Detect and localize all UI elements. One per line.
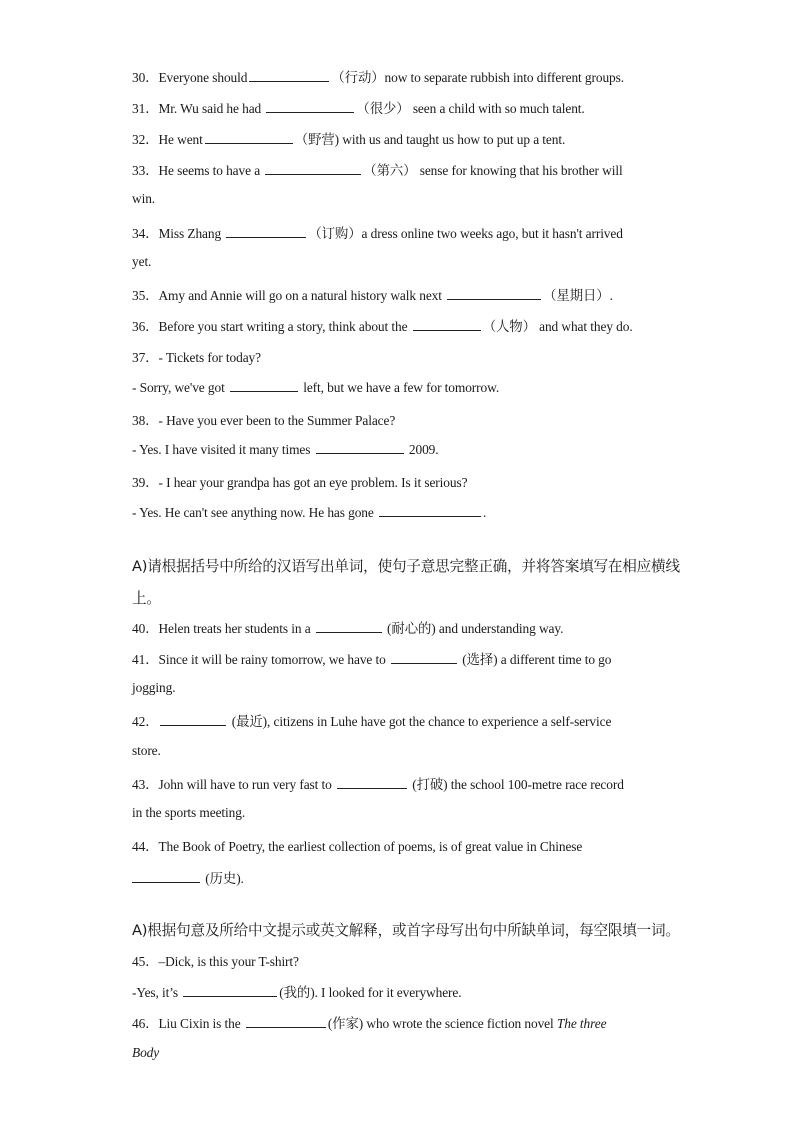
question-text: （行动）now to separate rubbish into different groups. — [331, 70, 625, 85]
question-text: 2009. — [405, 442, 439, 457]
question-text: （野营) with us and taught us how to put up a tent. — [294, 132, 566, 147]
question-33-continued: win. — [132, 191, 156, 206]
section-heading-continued: 上。 — [132, 590, 161, 607]
answer-blank[interactable] — [413, 318, 481, 331]
answer-blank[interactable] — [265, 162, 361, 175]
question-text: (耐心的) and understanding way. — [383, 621, 564, 636]
novel-title-continued: Body — [132, 1045, 160, 1060]
question-text: - Yes. He can't see anything now. He has gone — [132, 505, 377, 520]
question-text: （很少） seen a child with so much talent. — [356, 101, 585, 116]
question-text: （人物） and what they do. — [482, 319, 633, 334]
question-32 — [132, 129, 565, 148]
section-heading: A)请根据括号中所给的汉语写出单词，使句子意思完整正确，并将答案填写在相应横线 — [132, 558, 680, 575]
question-44: 44．The Book of Poetry, the earliest collection of poems, is of great value in Chinese — [132, 839, 583, 854]
question-text: left, but we have a few for tomorrow. — [299, 380, 500, 395]
answer-blank[interactable] — [249, 69, 329, 82]
question-text: （订购）a dress online two weeks ago, but it hasn't arrived — [308, 226, 623, 241]
question-text: 30．Everyone should — [132, 70, 248, 85]
question-45-reply — [132, 982, 462, 1001]
answer-blank[interactable] — [132, 870, 200, 883]
question-text: (打破) the school 100-metre race record — [408, 777, 624, 792]
answer-blank[interactable] — [226, 225, 306, 238]
question-text: 43．John will have to run very fast to — [132, 777, 335, 792]
question-31 — [132, 98, 585, 117]
question-41 — [132, 649, 611, 668]
question-text: 31．Mr. Wu said he had — [132, 101, 265, 116]
question-44-continued — [132, 868, 244, 887]
question-text: . — [483, 505, 487, 520]
question-37-reply — [132, 379, 499, 396]
question-text: 33．He seems to have a — [132, 163, 264, 178]
answer-blank[interactable] — [230, 379, 298, 392]
question-text: 36．Before you start writing a story, think about the — [132, 319, 411, 334]
question-39: 39．- I hear your grandpa has got an eye problem. Is it serious? — [132, 475, 468, 490]
answer-blank[interactable] — [246, 1015, 326, 1028]
question-text: -Yes, it’s — [132, 985, 182, 1000]
question-text: （星期日）. — [543, 288, 613, 303]
question-46 — [132, 1013, 606, 1032]
answer-blank[interactable] — [266, 100, 354, 113]
question-text: 42． — [132, 714, 159, 729]
question-34-continued: yet. — [132, 254, 152, 269]
novel-title: The three — [556, 1016, 607, 1031]
question-38-reply — [132, 441, 439, 458]
answer-blank[interactable] — [391, 651, 457, 664]
question-text: 40．Helen treats her students in a — [132, 621, 314, 636]
question-37: 37．- Tickets for today? — [132, 350, 261, 365]
question-43-continued: in the sports meeting. — [132, 805, 246, 820]
answer-blank[interactable] — [316, 441, 404, 454]
question-30 — [132, 67, 624, 86]
question-text: (历史). — [202, 871, 244, 886]
question-40 — [132, 618, 563, 637]
question-42-continued: store. — [132, 743, 161, 758]
question-38: 38．- Have you ever been to the Summer Palace? — [132, 413, 396, 428]
question-35 — [132, 285, 613, 304]
question-text: (选择) a different time to go — [458, 652, 612, 667]
question-43 — [132, 774, 624, 793]
question-text: 34．Miss Zhang — [132, 226, 225, 241]
answer-blank[interactable] — [337, 776, 407, 789]
question-text: - Yes. I have visited it many times — [132, 442, 314, 457]
question-42 — [132, 711, 611, 730]
section-heading: A)根据句意及所给中文提示或英文解释，或首字母写出句中所缺单词，每空限填一词。 — [132, 922, 680, 939]
question-text: （第六） sense for knowing that his brother will — [363, 163, 623, 178]
question-text: 41．Since it will be rainy tomorrow, we have to — [132, 652, 389, 667]
answer-blank[interactable] — [379, 504, 481, 517]
question-text: 46．Liu Cixin is the — [132, 1016, 244, 1031]
question-39-reply — [132, 504, 486, 521]
question-text: (我的). I looked for it everywhere. — [279, 985, 462, 1000]
question-34 — [132, 223, 623, 242]
question-45: 45．–Dick, is this your T-shirt? — [132, 954, 299, 969]
answer-blank[interactable] — [205, 131, 293, 144]
answer-blank[interactable] — [160, 713, 226, 726]
question-text: - Sorry, we've got — [132, 380, 228, 395]
question-text: (作家) who wrote the science fiction novel — [327, 1016, 557, 1031]
question-33 — [132, 160, 623, 179]
answer-blank[interactable] — [183, 984, 277, 997]
question-text: 32．He went — [132, 132, 203, 147]
question-36 — [132, 316, 633, 335]
question-text: (最近), citizens in Luhe have got the chance to experience a self-service — [228, 714, 612, 729]
question-41-continued: jogging. — [132, 680, 176, 695]
answer-blank[interactable] — [447, 287, 541, 300]
question-text: 35．Amy and Annie will go on a natural history walk next — [132, 288, 446, 303]
answer-blank[interactable] — [316, 620, 382, 633]
